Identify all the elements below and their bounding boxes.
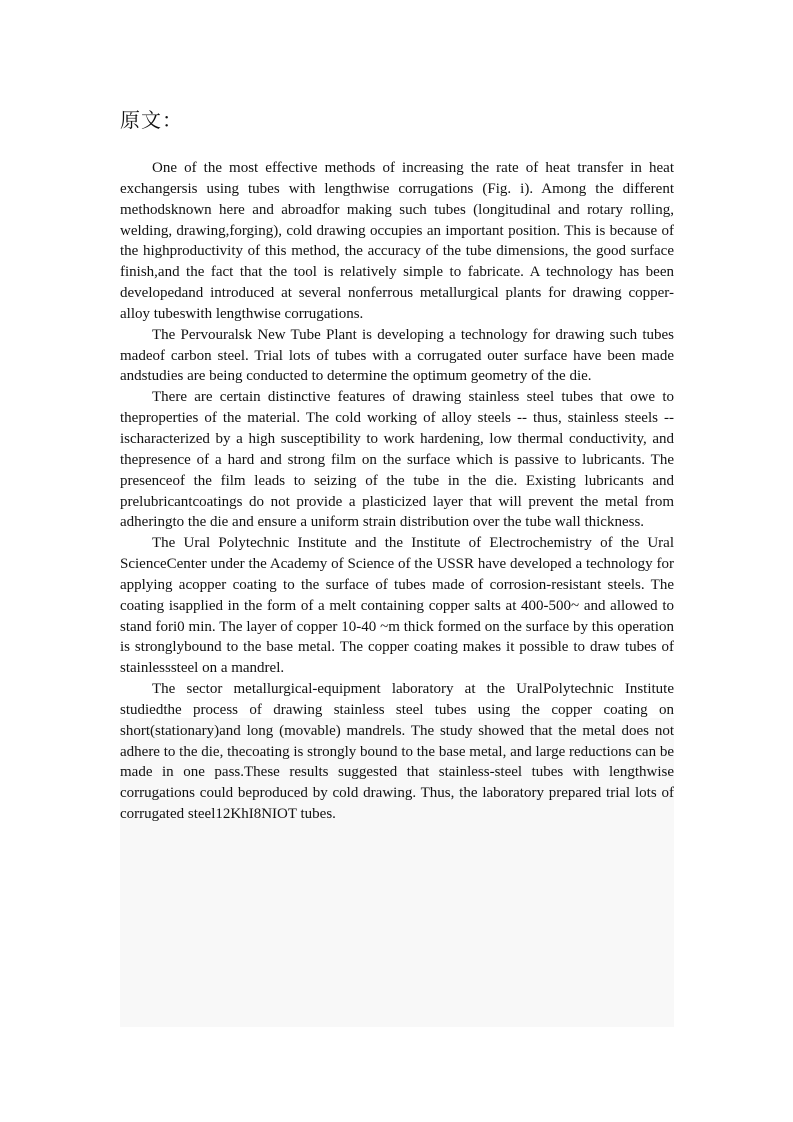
paragraph-1: One of the most effective methods of increasing the rate of heat transfer in heat exchangersis using tubes with lengthwise corrugations (Fig. i). Among the different methodsknown here and abroadfor making such tubes (longitudinal and rotary rolling, welding, drawing,forging), cold drawing occupies an important position. This is because of the highproductivity of this method, the accuracy of the tube dimensions, the good surface finish,and the fact that the tool is relatively simple to fabricate. A technology has been developedand introduced at several nonferrous metallurgical plants for drawing copper-alloy tubeswith lengthwise corrugations. [120, 160, 674, 322]
paragraph-5: The sector metallurgical-equipment laboratory at the UralPolytechnic Institute studiedthe process of drawing stainless steel tubes using the copper coating on short(stationary)and long (movable) mandrels. The study showed that the metal does not adhere to the die, thecoating is strongly bound to the base metal, and large reductions can be made in one pass.These results suggested that stainless-steel tubes with lengthwise corrugations could beproduced by cold drawing. Thus, the laboratory prepared trial lots of corrugated steel12KhI8NIOT tubes. [120, 681, 674, 823]
paragraph-3: There are certain distinctive features of drawing stainless steel tubes that owe to theproperties of the material. The cold working of alloy steels -- thus, stainless steels -- ischaracterized by a high susceptibility to work hardening, low thermal conductivity, and thepresence of a hard and strong film on the surface which is passive to lubricants. The presenceof the film leads to seizing of the tube in the die. Existing lubricants and prelubricantcoatings do not provide a plasticized layer that will prevent the metal from adheringto the die and ensure a uniform strain distribution over the tube wall thickness. [120, 389, 674, 531]
paragraph-2: The Pervouralsk New Tube Plant is developing a technology for drawing such tubes madeof carbon steel. Trial lots of tubes with a corrugated outer surface have been made andstudies are being conducted to determine the optimum geometry of the die. [120, 326, 674, 385]
body-text [120, 158, 674, 825]
section-heading: 原文： [120, 108, 183, 132]
paragraph-4: The Ural Polytechnic Institute and the Institute of Electrochemistry of the Ural ScienceCenter under the Academy of Science of the USSR have developed a technology for applying acopper coating to the surface of tubes made of corrosion-resistant steels. The coating isapplied in the form of a melt containing copper salts at 400-500~ and allowed to stand fori0 min. The layer of copper 10-40 ~m thick formed on the surface by this operation is stronglybound to the base metal. The copper coating makes it possible to draw tubes of stainlesssteel on a mandrel. [120, 535, 674, 677]
